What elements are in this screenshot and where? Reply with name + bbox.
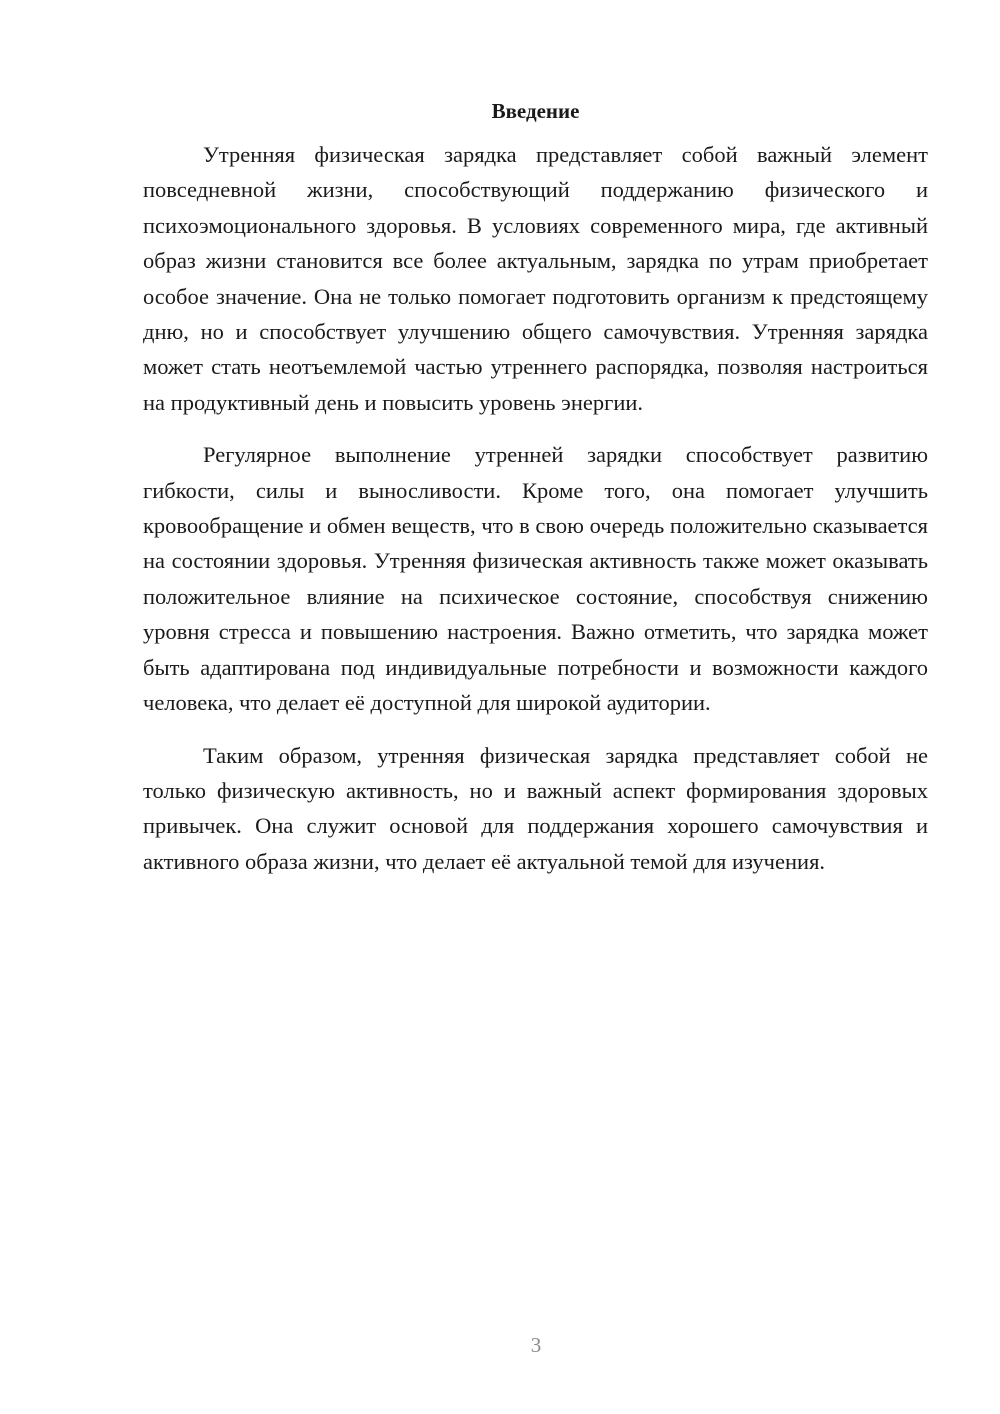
paragraph-3: Таким образом, утренняя физическая зарядка представляет собой не только физическую активность, но и важный аспект формирования здоровых привычек. Она служит основой для поддержания хорошего самочувствия и активного образа жизни, что делает её актуальной темой для изучения. — [143, 742, 928, 874]
document-body — [143, 96, 928, 896]
paragraph-1: Утренняя физическая зарядка представляет собой важный элемент повседневной жизни, способствующий поддержанию физического и психоэмоционального здоровья. В условиях современного мира, где активный образ жизни становится все более актуальным, зарядка по утрам приобретает особое значение. Она не только помогает подготовить организм к предстоящему дню, но и способствует улучшению общего самочувствия. Утренняя зарядка может стать неотъемлемой частью утреннего распорядка, позволяя настроиться на продуктивный день и повысить уровень энергии. — [143, 142, 928, 415]
section-heading: Введение — [491, 99, 580, 123]
page-number: 3 — [530, 1333, 542, 1357]
paragraph-2: Регулярное выполнение утренней зарядки способствует развитию гибкости, силы и выносливости. Кроме того, она помогает улучшить кровообращение и обмен веществ, что в свою очередь положительно сказывается на состоянии здоровья. Утренняя физическая активность также может оказывать положительное влияние на психическое состояние, способствуя снижению уровня стресса и повышению настроения. Важно отметить, что зарядка может быть адаптирована под индивидуальные потребности и возможности каждого человека, что делает её доступной для широкой аудитории. — [143, 442, 928, 716]
